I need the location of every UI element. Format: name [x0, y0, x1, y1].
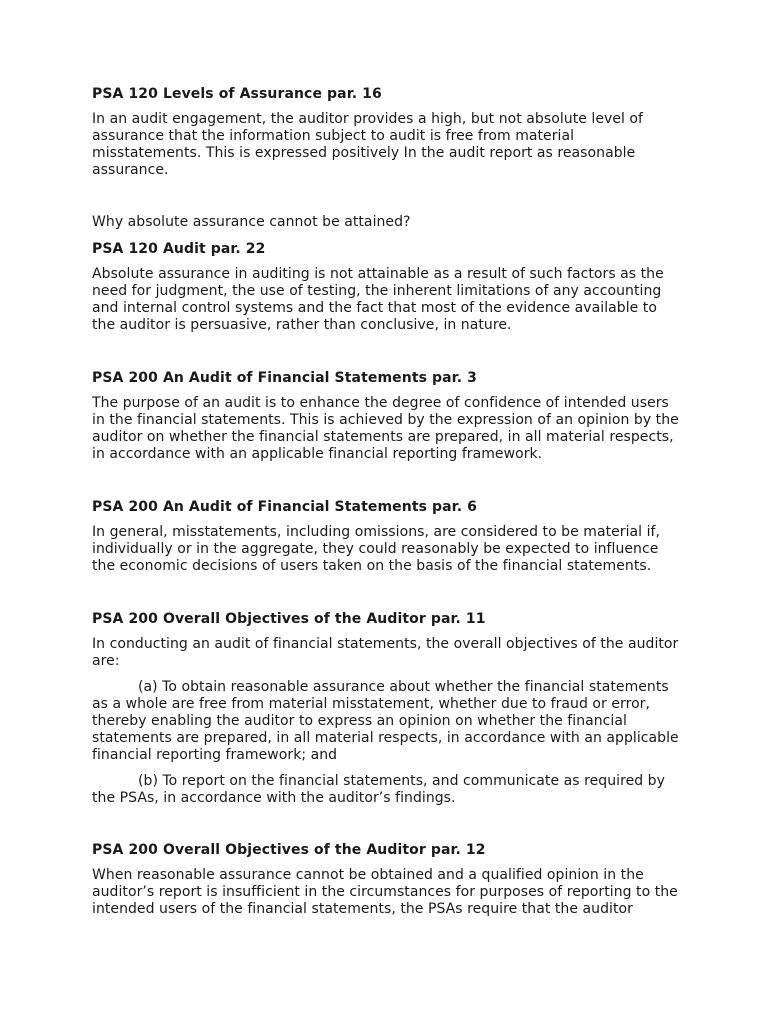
section-heading: PSA 200 An Audit of Financial Statements par. 3 — [92, 370, 477, 386]
section-paragraph-item-b: (b) To report on the financial statements, and communicate as required by the PSAs, in accordance with the auditor’s findings. — [92, 773, 665, 806]
section-psa200-par6 — [92, 499, 682, 575]
section-paragraph: In general, misstatements, including omissions, are considered to be material if, individually or in the aggregate, they could reasonably be expected to influence the economic decisions of users taken on the basis of the financial statements. — [92, 524, 661, 574]
section-paragraph: Absolute assurance in auditing is not attainable as a result of such factors as the need for judgment, the use of testing, the inherent limitations of any accounting and internal control systems and the fact that most of the evidence available to the auditor is persuasive, rather than conclusive, in nature. — [92, 266, 664, 333]
section-heading: PSA 120 Levels of Assurance par. 16 — [92, 86, 382, 102]
section-paragraph: In conducting an audit of financial statements, the overall objectives of the auditor are: — [92, 636, 679, 669]
section-psa120-audit — [92, 241, 682, 334]
section-heading: PSA 200 Overall Objectives of the Auditor par. 11 — [92, 611, 486, 627]
section-psa200-par11 — [92, 611, 682, 807]
section-psa120-levels — [92, 86, 682, 179]
section-heading: PSA 200 An Audit of Financial Statements par. 6 — [92, 499, 477, 515]
section-heading: PSA 200 Overall Objectives of the Auditor par. 12 — [92, 842, 486, 858]
section-paragraph: In an audit engagement, the auditor provides a high, but not absolute level of assurance that the information subject to audit is free from material misstatements. This is expressed positively In the audit report as reasonable assurance. — [92, 111, 644, 178]
question-text: Why absolute assurance cannot be attained? — [92, 214, 411, 230]
section-paragraph: The purpose of an audit is to enhance the degree of confidence of intended users in the financial statements. This is achieved by the expression of an opinion by the auditor on whether the financial statements are prepared, in all material respects, in accordance with an applicable financial reporting framework. — [92, 395, 679, 462]
section-psa200-par12 — [92, 842, 682, 918]
question-block — [92, 214, 682, 231]
section-heading: PSA 120 Audit par. 22 — [92, 241, 266, 257]
section-paragraph: When reasonable assurance cannot be obtained and a qualified opinion in the auditor’s report is insufficient in the circumstances for purposes of reporting to the intended users of the financial statements, the PSAs require that the auditor — [92, 867, 678, 917]
section-psa200-par3 — [92, 370, 682, 463]
section-paragraph-item-a: (a) To obtain reasonable assurance about whether the financial statements as a whole are free from material misstatement, whether due to fraud or error, thereby enabling the auditor to express an opinion on whether the financial statements are prepared, in all material respects, in accordance with an applicable financial reporting framework; and — [92, 679, 679, 763]
